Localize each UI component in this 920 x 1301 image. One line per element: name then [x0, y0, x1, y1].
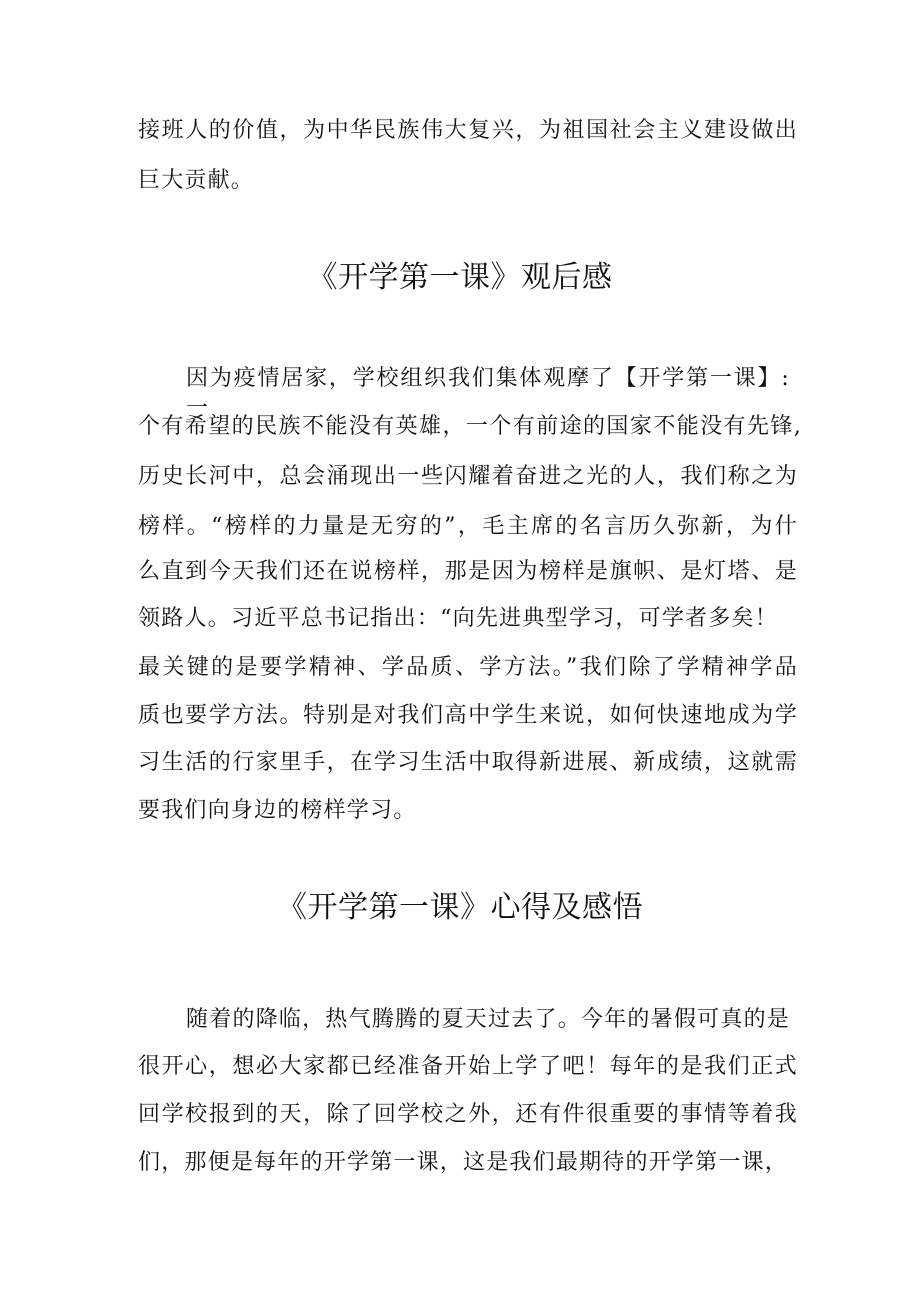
section2-line-1: 随着的降临，热气腾腾的夏天过去了。今年的暑假可真的是 [186, 1007, 790, 1032]
section2-line-2: 很开心，想必大家都已经准备开始上学了吧！每年的是我们正式 [138, 1054, 798, 1079]
section1-line-8: 质也要学方法。特别是对我们高中学生来说，如何快速地成为学 [138, 703, 798, 728]
section1-line-9: 习生活的行家里手，在学习生活中取得新进展、新成绩，这就需 [138, 750, 798, 775]
section2-line-3: 回学校报到的天，除了回学校之外，还有件很重要的事情等着我 [138, 1102, 798, 1127]
section1-title: 《开学第一课》观后感 [307, 260, 613, 295]
section2-title: 《开学第一课》心得及感悟 [277, 890, 643, 925]
section1-line-7: 最关键的是要学精神、学品质、学方法。”我们除了学精神学品 [138, 655, 798, 680]
section2-line-4: 们，那便是每年的开学第一课，这是我们最期待的开学第一课， [138, 1150, 788, 1175]
section1-line-5: 么直到今天我们还在说榜样，那是因为榜样是旗帜、是灯塔、是 [138, 559, 798, 584]
section1-line-6: 领路人。习近平总书记指出：“向先进典型学习，可学者多矣！ [138, 606, 778, 631]
section1-line-10: 要我们向身边的榜样学习。 [138, 798, 417, 823]
section1-line-1: 因为疫情居家，学校组织我们集体观摩了【开学第一课】:一 [186, 366, 790, 421]
section1-line-4: 榜样。“榜样的力量是无穷的”，毛主席的名言历久弥新，为什 [138, 514, 798, 539]
section1-line-3: 历史长河中，总会涌现出一些闪耀着奋进之光的人，我们称之为 [138, 464, 798, 489]
section1-line-2: 个有希望的民族不能没有英雄，一个有前途的国家不能没有先锋, [138, 414, 802, 439]
intro-line-2: 巨大贡献。 [138, 168, 255, 193]
intro-line-1: 接班人的价值，为中华民族伟大复兴，为祖国社会主义建设做出 [138, 118, 798, 143]
